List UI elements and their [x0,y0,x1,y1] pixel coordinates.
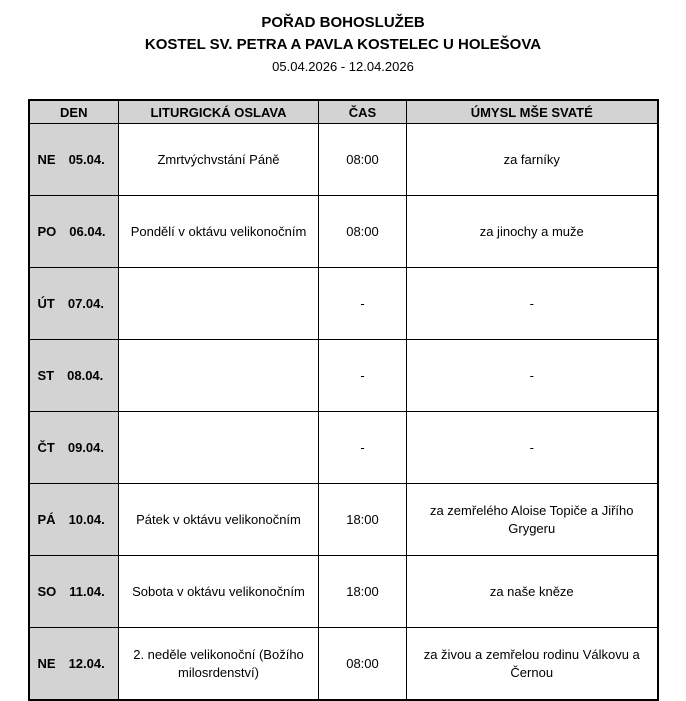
day-date: 08.04. [67,368,104,384]
feast-cell [119,412,319,484]
intention-cell: za jinochy a muže [407,196,658,268]
date-range: 05.04.2026 - 12.04.2026 [272,58,414,74]
day-abbr: PÁ [37,512,56,528]
column-header-liturgicka-oslava: LITURGICKÁ OSLAVA [119,100,319,124]
day-cell [29,628,119,701]
church-title: KOSTEL SV. PETRA A PAVLA KOSTELEC U HOLEŠOVA [144,35,542,53]
feast-cell [119,340,319,412]
table-row [29,268,658,340]
day-cell [29,196,119,268]
table-row [29,340,658,412]
time-cell: - [319,412,407,484]
time-cell: 18:00 [319,556,407,628]
header-row [29,100,658,124]
feast-cell: Zmrtvýchvstání Páně [119,124,319,196]
day-date: 06.04. [69,224,106,240]
day-abbr: ÚT [37,296,55,312]
intention-cell: za farníky [407,124,658,196]
day-cell [29,124,119,196]
day-abbr: ST [37,368,55,384]
time-cell: 08:00 [319,628,407,701]
day-date: 07.04. [67,296,104,312]
day-cell [29,412,119,484]
schedule-table [28,99,659,701]
page-title: POŘAD BOHOSLUŽEB [261,14,425,31]
table-row [29,196,658,268]
day-date: 12.04. [68,656,105,672]
column-header-umysl: ÚMYSL MŠE SVATÉ [407,100,658,124]
day-abbr: NE [37,152,56,168]
table-row [29,124,658,196]
day-abbr: ČT [37,440,55,456]
day-date: 09.04. [67,440,104,456]
table-row [29,628,658,701]
feast-cell: 2. neděle velikonoční (Božího milosrdenství) [119,628,319,701]
day-cell [29,340,119,412]
time-cell: 18:00 [319,484,407,556]
intention-cell: - [407,268,658,340]
day-cell [29,556,119,628]
table-header [29,100,658,124]
column-header-den: DEN [29,100,119,124]
feast-cell: Sobota v oktávu velikonočním [119,556,319,628]
feast-cell: Pátek v oktávu velikonočním [119,484,319,556]
document-header [0,12,686,76]
intention-cell: za naše kněze [407,556,658,628]
day-date: 11.04. [69,584,105,600]
time-cell: - [319,340,407,412]
feast-cell [119,268,319,340]
intention-cell: - [407,412,658,484]
day-abbr: PO [37,224,57,240]
table-row [29,412,658,484]
table-row [29,484,658,556]
column-header-cas: ČAS [319,100,407,124]
time-cell: 08:00 [319,124,407,196]
time-cell: 08:00 [319,196,407,268]
intention-cell: za zemřelého Aloise Topiče a Jiřího Grygeru [407,484,658,556]
table-row [29,556,658,628]
time-cell: - [319,268,407,340]
intention-cell: - [407,340,658,412]
feast-cell: Pondělí v oktávu velikonočním [119,196,319,268]
day-abbr: NE [37,656,56,672]
day-cell [29,484,119,556]
day-cell [29,268,119,340]
day-date: 10.04. [68,512,105,528]
day-abbr: SO [37,584,57,600]
day-date: 05.04. [68,152,105,168]
intention-cell: za živou a zemřelou rodinu Válkovu a Černou [407,628,658,701]
